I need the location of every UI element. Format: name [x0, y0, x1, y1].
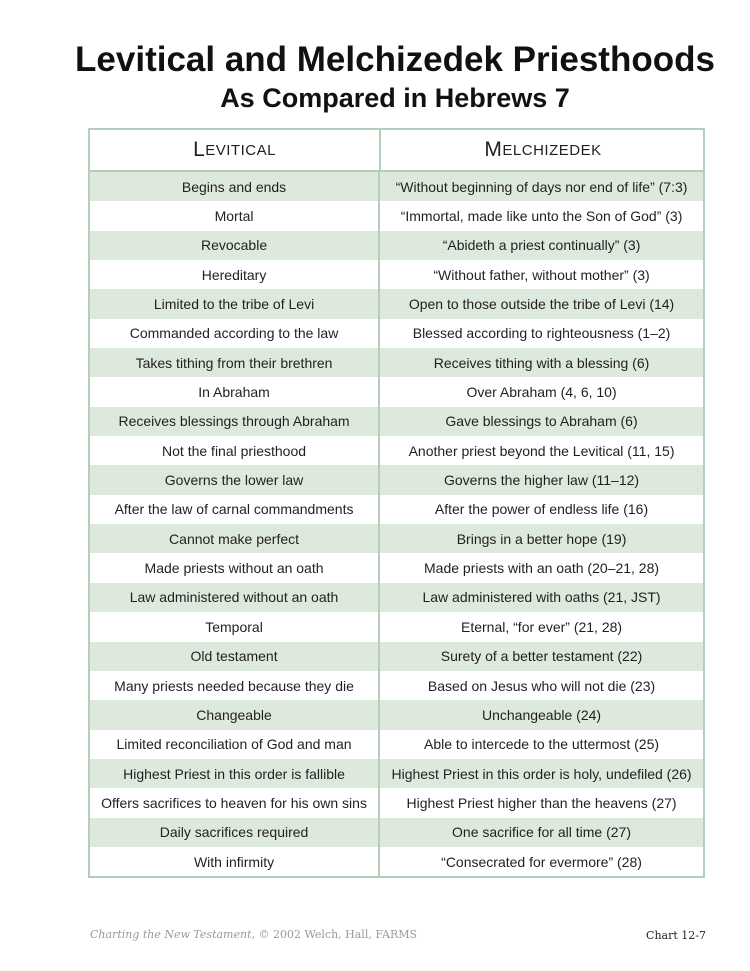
levitical-cell: Old testament — [90, 642, 380, 671]
table-row — [90, 231, 703, 260]
header-levitical-rest: EVITICAL — [205, 141, 276, 159]
page-subtitle: As Compared in Hebrews 7 — [220, 83, 570, 113]
levitical-cell: Limited to the tribe of Levi — [90, 289, 380, 318]
levitical-cell: Offers sacrifices to heaven for his own sins — [90, 788, 380, 817]
table-row — [90, 583, 703, 612]
levitical-cell: Governs the lower law — [90, 465, 380, 494]
table-header-row — [90, 130, 703, 172]
table-row — [90, 612, 703, 641]
table-row — [90, 436, 703, 465]
levitical-cell: Limited reconciliation of God and man — [90, 730, 380, 759]
table-row — [90, 759, 703, 788]
levitical-cell: Many priests needed because they die — [90, 671, 380, 700]
melchizedek-cell: Over Abraham (4, 6, 10) — [466, 384, 617, 401]
levitical-cell: Takes tithing from their brethren — [90, 348, 380, 377]
table-row — [90, 377, 703, 406]
table-row — [90, 730, 703, 759]
melchizedek-cell: Gave blessings to Abraham (6) — [445, 413, 638, 430]
table-row — [90, 671, 703, 700]
header-levitical-initial: L — [193, 138, 206, 161]
melchizedek-cell: Highest Priest in this order is holy, undefiled (26) — [391, 765, 692, 782]
table-row — [90, 172, 703, 201]
levitical-cell: Daily sacrifices required — [90, 818, 380, 847]
comparison-table — [88, 128, 705, 878]
footer-credit — [90, 928, 417, 941]
melchizedek-cell: Highest Priest higher than the heavens (27) — [406, 794, 677, 811]
levitical-cell: Temporal — [90, 612, 380, 641]
chart-number: Chart 12-7 — [646, 929, 706, 942]
melchizedek-cell: Another priest beyond the Levitical (11, 15) — [408, 442, 675, 459]
levitical-cell: Not the final priesthood — [90, 436, 380, 465]
melchizedek-cell: Able to intercede to the uttermost (25) — [424, 736, 660, 753]
table-row — [90, 319, 703, 348]
melchizedek-cell: Surety of a better testament (22) — [440, 648, 643, 665]
table-row — [90, 788, 703, 817]
footer-book-title: Charting the New Testament, — [90, 928, 255, 941]
levitical-cell: Commanded according to the law — [90, 319, 380, 348]
table-row — [90, 348, 703, 377]
table-row — [90, 700, 703, 729]
melchizedek-cell: After the power of endless life (16) — [434, 501, 649, 518]
levitical-cell: Revocable — [90, 231, 380, 260]
table-row — [90, 524, 703, 553]
melchizedek-cell: One sacrifice for all time (27) — [452, 824, 631, 841]
melchizedek-cell: Brings in a better hope (19) — [456, 530, 627, 547]
levitical-cell: Law administered without an oath — [90, 583, 380, 612]
table-row — [90, 289, 703, 318]
levitical-cell: Begins and ends — [90, 172, 380, 201]
levitical-cell: Cannot make perfect — [90, 524, 380, 553]
table-row — [90, 642, 703, 671]
table-row — [90, 553, 703, 582]
levitical-cell: Receives blessings through Abraham — [90, 407, 380, 436]
footer-copyright: © 2002 Welch, Hall, FARMS — [255, 928, 418, 941]
melchizedek-cell: “Without father, without mother” (3) — [433, 266, 650, 283]
table-row — [90, 818, 703, 847]
table-row — [90, 465, 703, 494]
levitical-cell: Highest Priest in this order is fallible — [90, 759, 380, 788]
table-row — [90, 407, 703, 436]
table-row — [90, 847, 703, 876]
melchizedek-cell: Open to those outside the tribe of Levi (14) — [408, 296, 675, 313]
levitical-cell: Changeable — [90, 700, 380, 729]
table-body — [90, 172, 703, 876]
melchizedek-cell: “Immortal, made like unto the Son of God” (3) — [400, 208, 683, 225]
levitical-cell: After the law of carnal commandments — [90, 495, 380, 524]
melchizedek-cell: Eternal, “for ever” (21, 28) — [461, 618, 623, 635]
melchizedek-cell: Receives tithing with a blessing (6) — [433, 354, 650, 371]
levitical-cell: Mortal — [90, 201, 380, 230]
melchizedek-cell: Made priests with an oath (20–21, 28) — [424, 560, 660, 577]
melchizedek-cell: Law administered with oaths (21, JST) — [422, 589, 661, 606]
table-row — [90, 260, 703, 289]
levitical-cell: Hereditary — [90, 260, 380, 289]
levitical-cell: Made priests without an oath — [90, 553, 380, 582]
header-levitical — [90, 130, 381, 170]
page-title: Levitical and Melchizedek Priesthoods — [75, 40, 715, 79]
header-melchizedek — [381, 130, 705, 170]
table-row — [90, 201, 703, 230]
melchizedek-cell: Based on Jesus who will not die (23) — [427, 677, 656, 694]
header-melchizedek-initial: M — [484, 138, 503, 161]
melchizedek-cell: “Abideth a priest continually” (3) — [442, 237, 641, 254]
table-row — [90, 495, 703, 524]
melchizedek-cell: Unchangeable (24) — [481, 706, 602, 723]
melchizedek-cell: Governs the higher law (11–12) — [443, 472, 640, 489]
melchizedek-cell: Blessed according to righteousness (1–2) — [412, 325, 671, 342]
header-melchizedek-rest: ELCHIZEDEK — [502, 141, 602, 159]
melchizedek-cell: “Without beginning of days nor end of life” (7:3) — [395, 178, 688, 195]
levitical-cell: With infirmity — [90, 847, 380, 876]
melchizedek-cell: “Consecrated for evermore” (28) — [441, 853, 642, 870]
levitical-cell: In Abraham — [90, 377, 380, 406]
